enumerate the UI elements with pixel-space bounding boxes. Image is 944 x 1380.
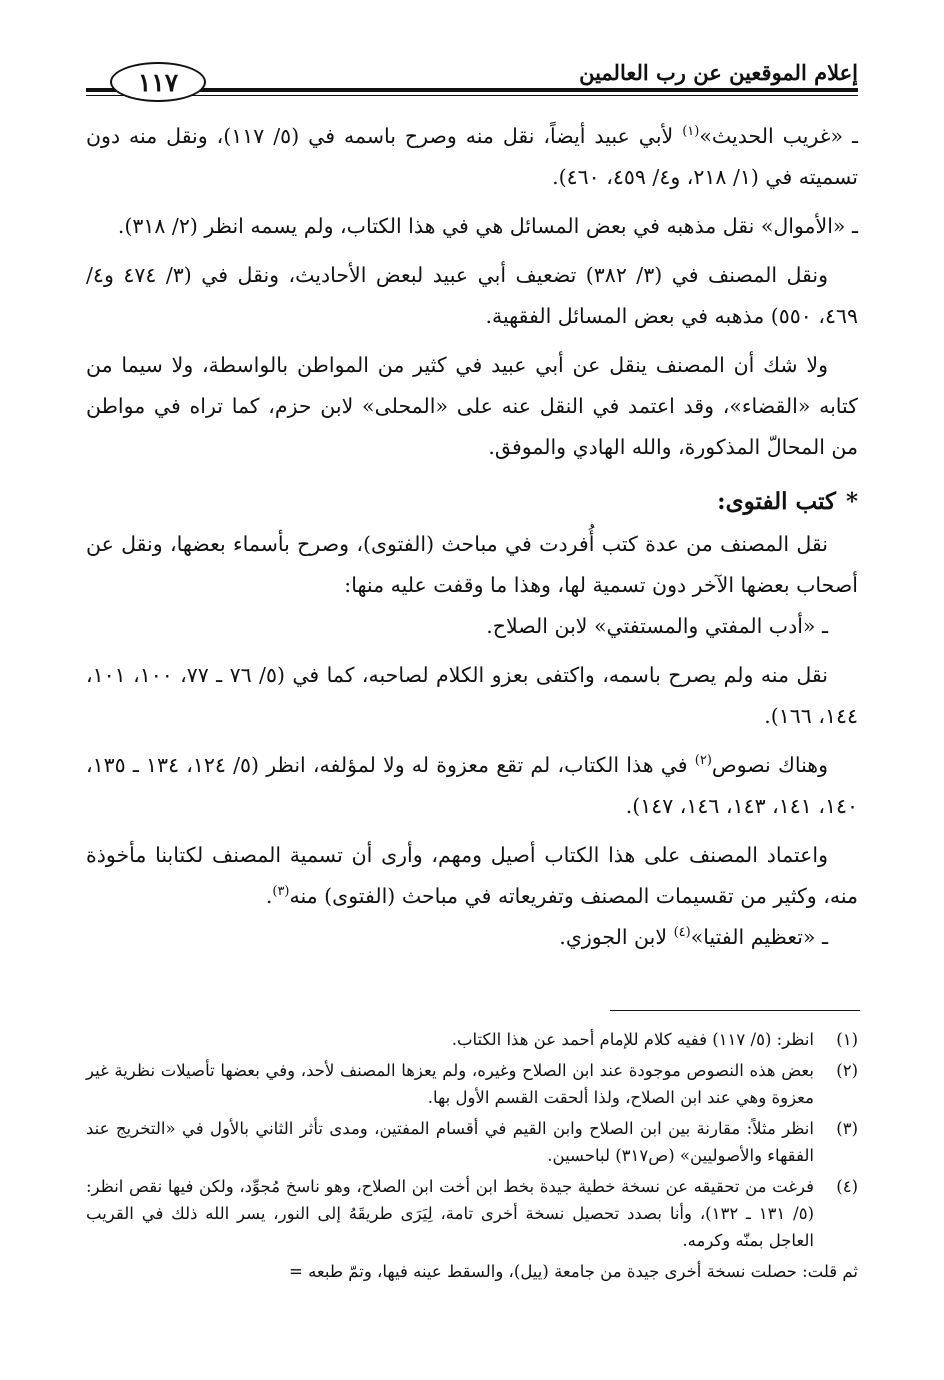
- footnote: [86, 1057, 858, 1111]
- footnote-number: (٤): [836, 1177, 858, 1196]
- footnote-text: فرغت من تحقيقه عن نسخة خطية جيدة بخط ابن أخت ابن الصلاح، وهو ناسخ مُجوِّد، ولكن فيها نقص انظر: (٥/ ١٣١ ـ ١٣٢)، وأنا بصدد تحصيل نسخة أخرى تامة، لِيَرَى طريقَهُ إلى النور، يسر الله ذلك في القريب العاجل بمنّه وكرمه.: [86, 1177, 815, 1250]
- text-run: ـ «تعظيم الفتيا»: [690, 925, 828, 949]
- paragraph: ولا شك أن المصنف ينقل عن أبي عبيد في كثير من المواطن بالواسطة، ولا سيما من كتابه «القضاء»، وقد اعتمد في النقل عنه على «المحلى» لابن حزم، كما تراه في مواطن من المحالّ المذكورة، والله الهادي والموفق.: [86, 353, 858, 459]
- paragraph: نقل المصنف من عدة كتب أُفردت في مباحث (الفتوى)، وصرح بأسماء بعضها، ونقل عن أصحاب بعضها الآخر دون تسمية لها، وهذا ما وقفت عليه منها:: [86, 532, 858, 597]
- footnotes: [86, 1022, 858, 1285]
- paragraph: [86, 116, 858, 198]
- star-icon: *: [845, 488, 858, 515]
- footnote-number: (٢): [836, 1061, 858, 1080]
- section-heading-text: كتب الفتوى:: [717, 488, 836, 515]
- text-run: لابن الجوزي.: [559, 925, 674, 949]
- header-rule-thin: [86, 95, 858, 96]
- footnote-continuation: ثم قلت: حصلت نسخة أخرى جيدة من جامعة (ييل)، والسقط عينه فيها، وتمّ طبعه =: [289, 1262, 858, 1281]
- paragraph: ـ «الأموال» نقل مذهبه في بعض المسائل هي في هذا الكتاب، ولم يسمه انظر (٢/ ٣١٨).: [117, 214, 858, 238]
- footnote-text: انظر مثلاً: مقارنة بين ابن الصلاح وابن القيم في أقسام المفتين، ومدى تأثر الثاني بالأول في «التخريج عند الفقهاء والأصوليين» (ص٣١٧) لباحسين.: [86, 1119, 814, 1165]
- paragraph: نقل منه ولم يصرح باسمه، واكتفى بعزو الكلام لصاحبه، كما في (٥/ ٧٦ ـ ٧٧، ١٠٠، ١٠١، ١٤٤، ١٦٦).: [86, 663, 858, 728]
- page-number: ١١٧: [110, 62, 206, 102]
- footnote: [86, 1115, 858, 1169]
- paragraph: [86, 917, 858, 958]
- footnote-number: (٣): [836, 1119, 858, 1138]
- paragraph: [86, 745, 858, 827]
- footnote-text: انظر: (٥/ ١١٧) ففيه كلام للإمام أحمد عن هذا الكتاب.: [451, 1030, 814, 1049]
- text-run: ـ «غريب الحديث»: [699, 124, 858, 148]
- footnote-text: بعض هذه النصوص موجودة عند ابن الصلاح وغيره، ولم يعزها المصنف لأحد، وفي بعضها تأصيلات نظرية غير معزوة وهي عند ابن الصلاح، ولذا ألحقت القسم الأول بها.: [86, 1061, 814, 1107]
- text-run: لأبي عبيد أيضاً، نقل منه وصرح باسمه في (٥/ ١١٧)، ونقل منه دون تسميته في (١/ ٢١٨، و٤/ ٤٥٩، ٤٦٠).: [86, 124, 858, 189]
- paragraph: ونقل المصنف في (٣/ ٣٨٢) تضعيف أبي عبيد لبعض الأحاديث، ونقل في (٣/ ٤٧٤ و٤/ ٤٦٩، ٥٥٠) مذهبه في بعض المسائل الفقهية.: [86, 263, 858, 328]
- footnote-ref: (٢): [694, 753, 712, 769]
- text-run: .: [265, 884, 273, 908]
- text-run: وهناك نصوص: [711, 753, 828, 777]
- paragraph: ـ «أدب المفتي والمستفتي» لابن الصلاح.: [486, 614, 828, 638]
- main-text: [86, 116, 858, 958]
- section-heading: [86, 480, 858, 524]
- footnote-ref: (٤): [673, 925, 691, 941]
- footnote-ref: (٣): [272, 884, 290, 900]
- running-header-title: إعلام الموقعين عن رب العالمين: [579, 60, 858, 85]
- paragraph: [86, 835, 858, 917]
- footnote: [86, 1026, 858, 1053]
- footnote: [86, 1173, 858, 1254]
- footnote-separator: [610, 1010, 860, 1011]
- footnote-ref: (١): [682, 124, 700, 140]
- text-run: في هذا الكتاب، لم تقع معزوة له ولا لمؤلفه، انظر (٥/ ١٢٤، ١٣٤ ـ ١٣٥، ١٤٠، ١٤١، ١٤٣، ١٤٦، ١٤٧).: [86, 753, 858, 818]
- text-run: واعتماد المصنف على هذا الكتاب أصيل ومهم، وأرى أن تسمية المصنف لكتابنا مأخوذة منه، وكثير من تقسيمات المصنف وتفريعاته في مباحث (الفتوى) منه: [86, 843, 858, 908]
- footnote-number: (١): [836, 1030, 858, 1049]
